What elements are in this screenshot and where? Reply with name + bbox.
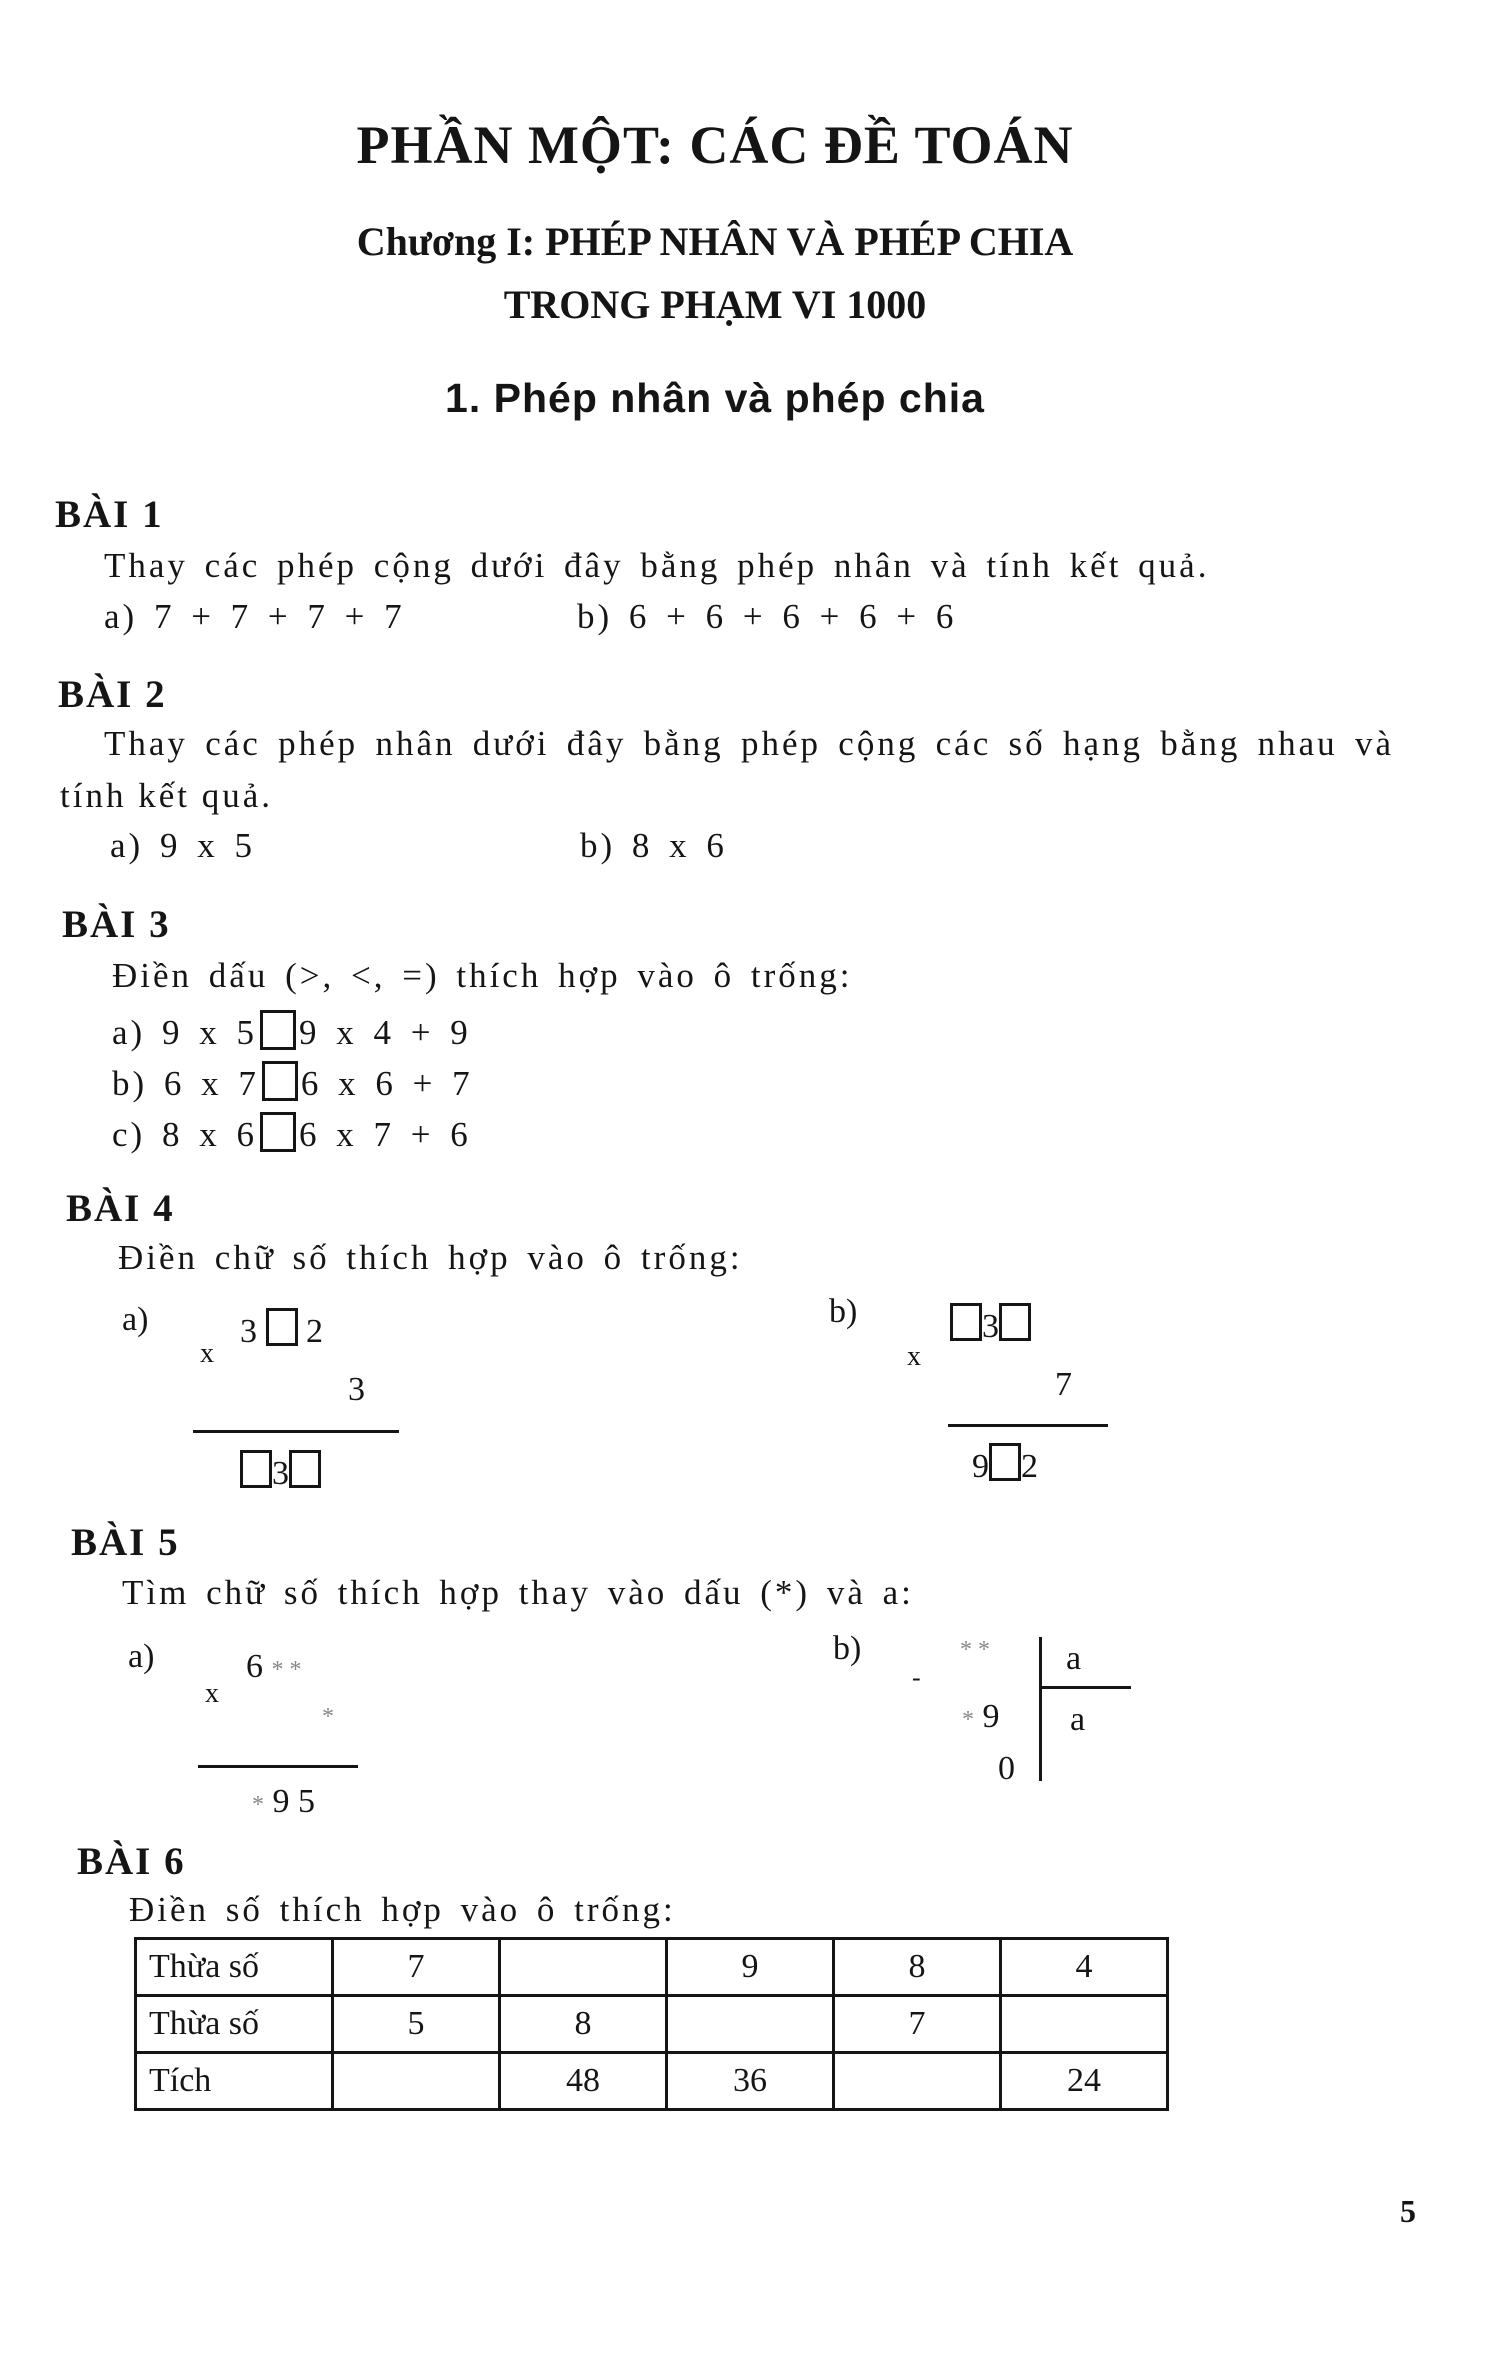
remainder: 0 [998, 1750, 1015, 1787]
bai4-heading: BÀI 4 [66, 1187, 175, 1230]
bai4-a-top [240, 1308, 323, 1349]
bai2-b: b) 8 x 6 [580, 826, 727, 865]
chapter-title-line2: TRONG PHẠM VI 1000 [503, 282, 927, 327]
table-row [136, 1939, 1168, 1996]
table-cell: 24 [1001, 2053, 1168, 2110]
table-cell: 5 [333, 1996, 500, 2053]
bai3-text: Điền dấu (>, <, =) thích hợp vào ô trống: [112, 956, 853, 995]
answer-box[interactable] [262, 1061, 298, 1101]
table-cell[interactable] [333, 2053, 500, 2110]
divisor: a [1066, 1640, 1082, 1677]
bai4-b-result [972, 1443, 1038, 1484]
table-cell[interactable] [1001, 1996, 1168, 2053]
bai4-a-label: a) [122, 1301, 149, 1338]
digit: 2 [1021, 1448, 1038, 1485]
bai3-item-a [112, 1010, 471, 1050]
quotient: a [1070, 1701, 1086, 1738]
bai3-c-left: c) 8 x 6 [112, 1115, 257, 1154]
row-label: Tích [136, 2053, 333, 2110]
table-cell: 7 [834, 1996, 1001, 2053]
page-title: PHẦN MỘT: CÁC ĐỀ TOÁN [356, 115, 1074, 175]
answer-box[interactable] [289, 1450, 321, 1488]
bai2-text: Thay các phép nhân dưới đây bằng phép cộng các số hạng bằng nhau và tính kết quả. [60, 724, 1394, 815]
bai4-a-result [240, 1450, 321, 1491]
answer-box[interactable] [266, 1308, 298, 1346]
divider-line [193, 1430, 399, 1433]
table-cell[interactable] [834, 2053, 1001, 2110]
table-cell: 4 [1001, 1939, 1168, 1996]
answer-box[interactable] [240, 1450, 272, 1488]
division-line [1039, 1686, 1131, 1689]
star-placeholder: * [252, 1792, 264, 1818]
table-row [136, 1996, 1168, 2053]
bai4-text: Điền chữ số thích hợp vào ô trống: [118, 1238, 743, 1277]
subtrahend [962, 1700, 1000, 1734]
bai4-a-multiplier: 3 [348, 1371, 365, 1408]
star-placeholder: * [962, 1707, 974, 1733]
digit: 3 [240, 1313, 257, 1350]
bai1-b: b) 6 + 6 + 6 + 6 + 6 [577, 597, 957, 636]
bai1-text: Thay các phép cộng dưới đây bằng phép nhân và tính kết quả. [104, 546, 1210, 585]
bai2-a: a) 9 x 5 [110, 826, 255, 865]
dividend-stars: * * [960, 1637, 990, 1663]
answer-box[interactable] [950, 1303, 982, 1341]
digit: 6 [246, 1648, 263, 1685]
bai6-text: Điền số thích hợp vào ô trống: [129, 1890, 676, 1929]
digit: 2 [306, 1313, 323, 1350]
bai3-item-b [112, 1061, 473, 1101]
minus-sign: - [912, 1663, 921, 1692]
bai4-b-top [950, 1303, 1031, 1344]
bai5-a-label: a) [128, 1638, 155, 1675]
table-cell[interactable] [667, 1996, 834, 2053]
bai5-text: Tìm chữ số thích hợp thay vào dấu (*) và a: [122, 1573, 914, 1612]
digit: 9 [972, 1448, 989, 1485]
bai3-item-c [112, 1112, 471, 1152]
bai5-a-result [252, 1785, 315, 1819]
bai3-c-right: 6 x 7 + 6 [298, 1115, 471, 1154]
digit: 9 [982, 1698, 1000, 1735]
bai5-a-top [246, 1650, 302, 1684]
table-cell: 8 [500, 1996, 667, 2053]
section-title: 1. Phép nhân và phép chia [445, 375, 985, 421]
bai4-b-multiplier: 7 [1055, 1366, 1072, 1403]
bai3-b-right: 6 x 6 + 7 [300, 1064, 473, 1103]
answer-box[interactable] [260, 1112, 296, 1152]
digit: 3 [982, 1308, 999, 1345]
digit: 3 [272, 1455, 289, 1492]
division-bar [1039, 1637, 1042, 1781]
multiply-sign: x [205, 1678, 219, 1709]
bai2-heading: BÀI 2 [58, 673, 167, 716]
table-cell: 9 [667, 1939, 834, 1996]
bai3-a-left: a) 9 x 5 [112, 1013, 257, 1052]
bai3-b-left: b) 6 x 7 [112, 1064, 259, 1103]
bai5-b-label: b) [833, 1630, 862, 1667]
multiply-sign: x [907, 1341, 921, 1372]
divider-line [198, 1765, 358, 1768]
chapter-title-line1: Chương I: PHÉP NHÂN VÀ PHÉP CHIA [356, 219, 1074, 264]
row-label: Thừa số [136, 1939, 333, 1996]
bai1-heading: BÀI 1 [55, 493, 164, 536]
table-cell: 7 [333, 1939, 500, 1996]
bai5-heading: BÀI 5 [71, 1521, 180, 1564]
table-cell: 48 [500, 2053, 667, 2110]
table-cell[interactable] [500, 1939, 667, 1996]
answer-box[interactable] [999, 1303, 1031, 1341]
bai1-a: a) 7 + 7 + 7 + 7 [104, 597, 405, 636]
answer-box[interactable] [260, 1010, 296, 1050]
bai3-a-right: 9 x 4 + 9 [298, 1013, 471, 1052]
bai6-heading: BÀI 6 [77, 1840, 186, 1883]
star-placeholder: * * [271, 1657, 302, 1683]
answer-box[interactable] [989, 1443, 1021, 1481]
bai3-heading: BÀI 3 [62, 903, 171, 946]
row-label: Thừa số [136, 1996, 333, 2053]
digits: 9 5 [272, 1783, 315, 1820]
star-placeholder: * [322, 1704, 334, 1730]
multiply-sign: x [200, 1338, 214, 1369]
divider-line [948, 1424, 1108, 1427]
table-cell: 36 [667, 2053, 834, 2110]
multiplication-table [134, 1937, 1169, 2111]
table-row [136, 2053, 1168, 2110]
bai4-b-label: b) [829, 1293, 858, 1330]
table-cell: 8 [834, 1939, 1001, 1996]
page-number: 5 [1400, 2193, 1416, 2229]
